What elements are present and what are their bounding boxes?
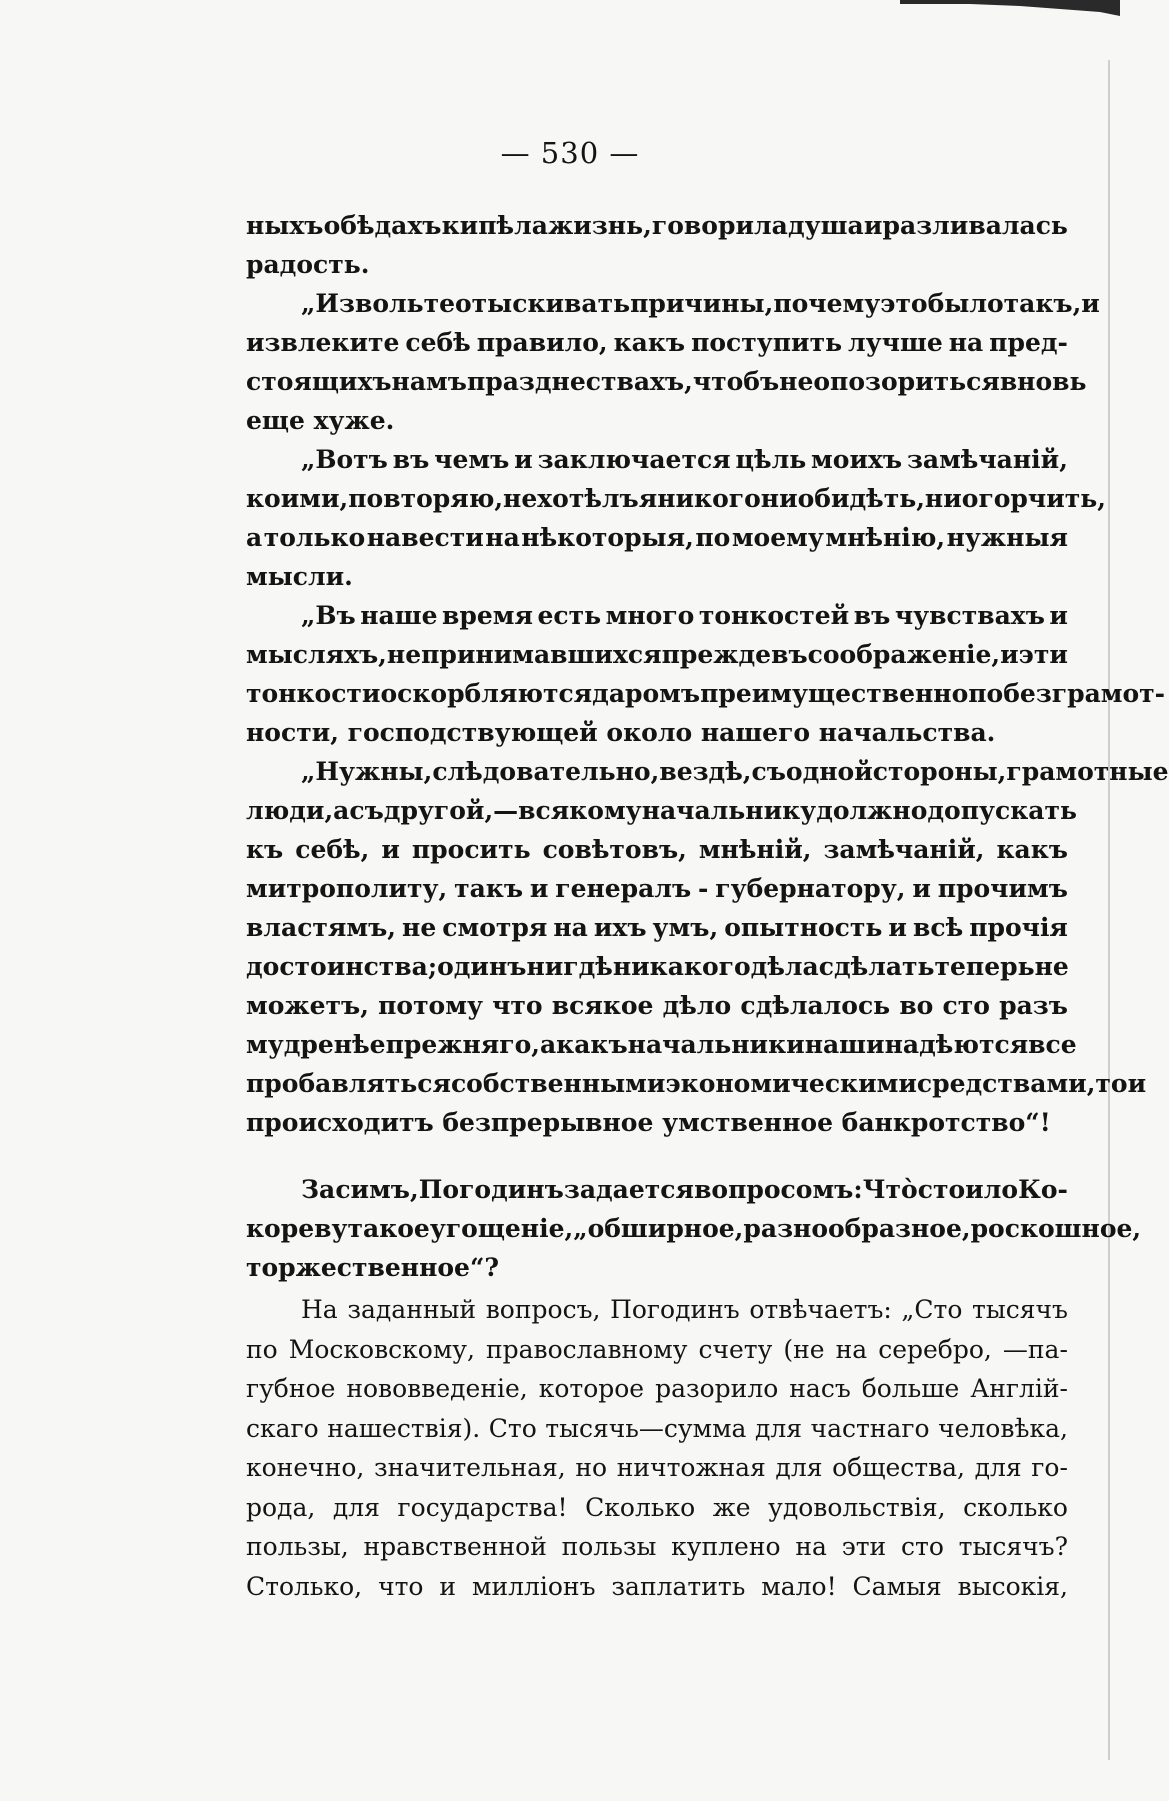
text-line: происходитъ безпрерывное умственное банкротство“! <box>246 1108 1051 1137</box>
text-line: люди, а съ другой, —всякому начальнику должно допускать <box>246 796 1077 825</box>
text-line: мысляхъ, не принимавшихся прежде въ соображеніе, и эти <box>246 640 1068 669</box>
text-line: по Московскому, православному счету (не на серебро, —па- <box>246 1334 1068 1364</box>
text-line: „Въ наше время есть много тонкостей въ чувствахъ и <box>301 601 1068 630</box>
text-line: „Вотъ въ чемъ и заключается цѣль моихъ замѣчаній, <box>301 445 1068 474</box>
narrative-paragraph <box>246 1170 1142 1287</box>
text-line: скаго нашествія). Сто тысячь—сумма для частнаго человѣка, <box>246 1413 1068 1443</box>
text-line: ныхъ обѣдахъ кипѣла жизнь, говорила душа и разливалась <box>246 211 1068 240</box>
text-line: За симъ, Погодинъ задается вопросомъ: Чтò стоило Ко- <box>301 1175 1068 1204</box>
text-line: „Извольте отыскивать причины, почему это было такъ, и <box>301 289 1100 318</box>
text-line: пользы, нравственной пользы куплено на эти сто тысячъ? <box>246 1532 1068 1561</box>
scan-edge-mark <box>900 0 1120 20</box>
text-line: губное нововведеніе, которое разорило насъ больше Англій- <box>246 1374 1068 1403</box>
text-line: а только навести на нѣкоторыя, по моему мнѣнію, нужныя <box>246 523 1068 552</box>
text-line: Столько, что и милліонъ заплатить мало! Самыя высокія, <box>246 1571 1068 1601</box>
text-line: достоинства; одинъ нигдѣ никакого дѣла сдѣлать теперь не <box>246 952 1069 981</box>
text-line: стоящихъ намъ празднествахъ, чтобъ не опозориться вновь <box>246 367 1087 396</box>
text-line: извлеките себѣ правило, какъ поступить лучше на пред- <box>246 328 1068 357</box>
text-line: „Нужны, слѣдовательно, вездѣ, съ одной стороны, грамотные <box>301 757 1169 786</box>
text-line: радость. <box>246 250 370 279</box>
text-line: рода, для государства! Сколько же удовольствія, сколько <box>246 1492 1068 1522</box>
page-edge-shadow <box>1108 60 1110 1760</box>
text-line: ности, господствующей около нашего начальства. <box>246 718 996 747</box>
text-line: можетъ, потому что всякое дѣло сдѣлалось во сто разъ <box>246 991 1068 1020</box>
answer-paragraph <box>246 1290 1068 1606</box>
text-line: торжественное“? <box>246 1253 499 1282</box>
text-line: еще хуже. <box>246 406 395 435</box>
text-line: пробавляться собственными экономическими средствами, то и <box>246 1069 1147 1098</box>
text-line: мудренѣе прежняго, а какъ начальники наши надѣются все <box>246 1030 1077 1059</box>
text-line: тонкости оскорбляются даромъ преимущественно по безграмот- <box>246 679 1166 708</box>
text-line: кореву такое угощеніе, „обширное, разнообразное, роскошное, <box>246 1214 1142 1243</box>
text-line: коими, повторяю, не хотѣлъ я никого ни обидѣть, ни огорчить, <box>246 484 1106 513</box>
text-line: властямъ, не смотря на ихъ умъ, опытность и всѣ прочія <box>246 913 1068 942</box>
text-line: мысли. <box>246 562 353 591</box>
quoted-text-block <box>246 206 1169 1142</box>
text-line: На заданный вопросъ, Погодинъ отвѣчаетъ: „Сто тысячъ <box>301 1295 1068 1324</box>
text-line: конечно, значительная, но ничтожная для общества, для го- <box>246 1453 1068 1482</box>
text-line: къ себѣ, и просить совѣтовъ, мнѣній, замѣчаній, какъ <box>246 835 1068 864</box>
text-line: митрополиту, такъ и генералъ - губернатору, и прочимъ <box>246 874 1068 903</box>
page-number: — 530 — <box>500 136 640 170</box>
